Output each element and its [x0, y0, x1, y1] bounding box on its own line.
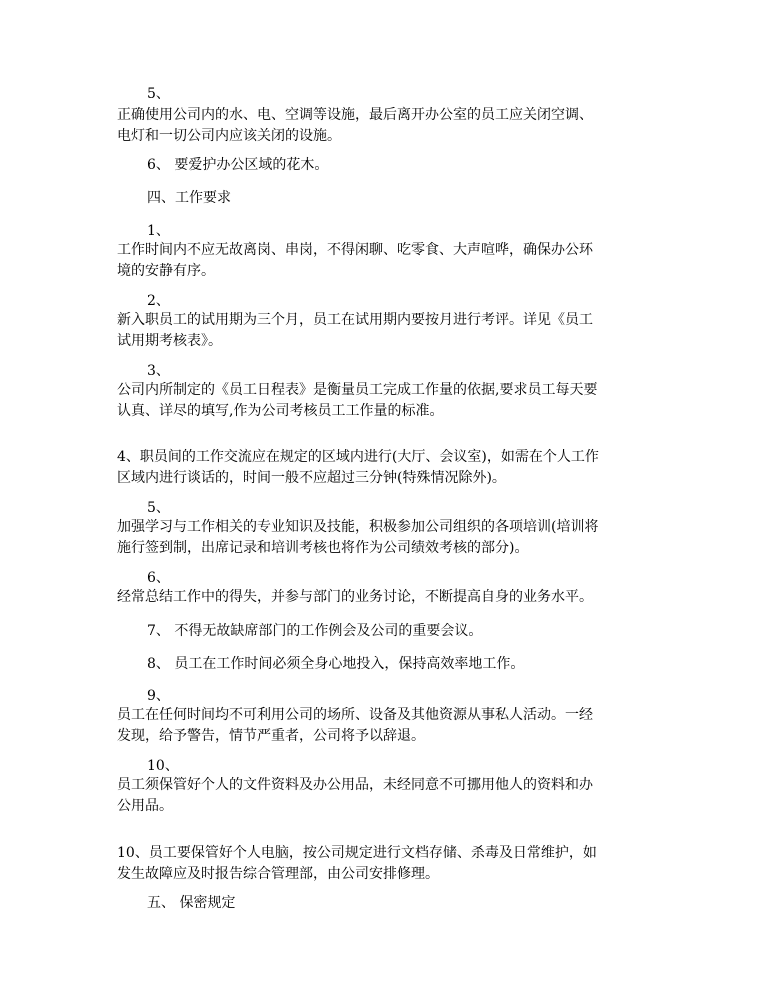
- item-number: 6、: [147, 570, 170, 586]
- section-heading: 四、工作要求: [147, 190, 231, 206]
- paragraph-line: 发生故障应及时报告综合管理部，由公司安排修理。: [117, 866, 439, 882]
- item-number: 1、: [147, 223, 170, 239]
- paragraph: [117, 843, 662, 885]
- item-number: 5、: [147, 86, 170, 102]
- paragraph: [117, 517, 662, 559]
- paragraph: [117, 775, 662, 817]
- paragraph: [117, 310, 662, 352]
- item-number: 10、: [147, 758, 179, 774]
- paragraph-line: 正确使用公司内的水、电、空调等设施，最后离开办公室的员工应关闭空调、: [117, 107, 593, 123]
- item-number: 5、: [147, 500, 170, 516]
- paragraph-line: 4、职员间的工作交流应在规定的区域内进行(大厅、会议室)，如需在个人工作: [117, 449, 599, 465]
- paragraph-line: 区域内进行谈话的，时间一般不应超过三分钟(特殊情况除外)。: [117, 470, 506, 486]
- paragraph-line: 施行签到制，出席记录和培训考核也将作为公司绩效考核的部分)。: [117, 540, 529, 556]
- list-item: 7、 不得无故缺席部门的工作例会及公司的重要会议。: [147, 623, 483, 639]
- item-number: 2、: [147, 293, 170, 309]
- item-number: 3、: [147, 363, 170, 379]
- list-item: 8、 员工在工作时间必须全身心地投入，保持高效率地工作。: [147, 656, 525, 672]
- paragraph-line: 加强学习与工作相关的专业知识及技能，积极参加公司组织的各项培训(培训将: [117, 519, 599, 535]
- paragraph-line: 试用期考核表》。: [117, 333, 222, 349]
- paragraph-line: 公用品。: [117, 798, 173, 814]
- paragraph: [117, 705, 662, 747]
- paragraph-line: 境的安静有序。: [117, 263, 215, 279]
- paragraph: [117, 105, 662, 147]
- paragraph-line: 公司内所制定的《员工日程表》是衡量员工完成工作量的依据,要求员工每天要: [117, 382, 598, 398]
- section-heading: 五、 保密规定: [147, 895, 236, 911]
- paragraph: [117, 587, 662, 608]
- list-item: 6、 要爱护办公区域的花木。: [147, 157, 329, 173]
- paragraph-line: 发现，给予警告，情节严重者，公司将予以辞退。: [117, 728, 425, 744]
- paragraph: [117, 240, 662, 282]
- paragraph: [117, 380, 662, 422]
- paragraph-line: 员工在任何时间均不可利用公司的场所、设备及其他资源从事私人活动。一经: [117, 707, 593, 723]
- paragraph-line: 新入职员工的试用期为三个月，员工在试用期内要按月进行考评。详见《员工: [117, 312, 593, 328]
- paragraph-line: 员工须保管好个人的文件资料及办公用品，未经同意不可挪用他人的资料和办: [117, 777, 593, 793]
- paragraph-line: 认真、详尽的填写,作为公司考核员工工作量的标准。: [117, 403, 444, 419]
- paragraph-line: 10、员工要保管好个人电脑，按公司规定进行文档存储、杀毒及日常维护，如: [117, 845, 597, 861]
- item-number: 9、: [147, 688, 170, 704]
- paragraph: [117, 447, 662, 489]
- paragraph-line: 经常总结工作中的得失，并参与部门的业务讨论，不断提高自身的业务水平。: [117, 589, 593, 605]
- paragraph-line: 电灯和一切公司内应该关闭的设施。: [117, 128, 341, 144]
- paragraph-line: 工作时间内不应无故离岗、串岗，不得闲聊、吃零食、大声喧哗，确保办公环: [117, 242, 593, 258]
